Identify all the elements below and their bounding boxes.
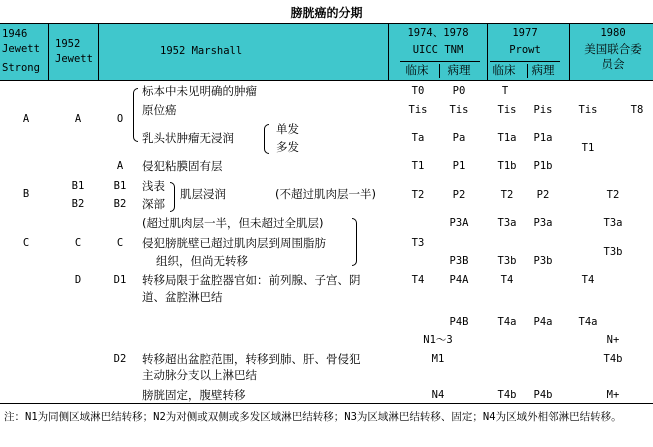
row-desc: 原位癌 (142, 103, 177, 117)
stage-label: B1 (113, 180, 127, 192)
cell: T3b (497, 255, 517, 267)
cell: P3b (533, 255, 553, 267)
cell: M+ (606, 389, 620, 401)
cell: P1 (452, 160, 466, 172)
header-1977: 1977 (512, 27, 538, 39)
cell: Pis (533, 104, 553, 116)
header-1952-jewett: Jewett (55, 53, 93, 65)
cell: Tis (449, 104, 469, 116)
cell: T3a (497, 217, 517, 229)
cell: T4a (497, 316, 517, 328)
cell: N+ (606, 334, 620, 346)
cell: P4a (533, 316, 553, 328)
row-desc: 肌层浸润 (180, 187, 226, 201)
cell: P3a (533, 217, 553, 229)
row-desc: 膀胱固定，腹壁转移 (142, 388, 246, 402)
row-desc: 组织，但尚无转移 (156, 254, 248, 268)
col-divider (569, 23, 570, 80)
header-1952: 1952 (55, 38, 81, 50)
cell: T3a (603, 217, 623, 229)
stage-label: D (74, 274, 82, 286)
cell: T4b (603, 353, 623, 365)
col-divider (388, 23, 389, 80)
stage-label: D2 (113, 353, 127, 365)
sub-divider (527, 64, 528, 78)
cell: N1～3 (423, 334, 453, 346)
sub-divider (439, 64, 440, 78)
stage-label: B2 (113, 198, 127, 210)
cell: T4b (497, 389, 517, 401)
row-desc: 道、盆腔淋巴结 (142, 290, 223, 304)
col-divider (487, 23, 488, 80)
header-marshall: 1952 Marshall (160, 45, 243, 57)
header-pathology-1: 病理 (447, 63, 471, 77)
cell: P3A (449, 217, 469, 229)
row-desc: 转移超出盆腔范围，转移到肺、肝、骨侵犯 (142, 352, 361, 366)
cell: T (501, 85, 509, 97)
cell: Ta (411, 132, 425, 144)
cell: T2 (411, 189, 425, 201)
cell: T4a (578, 316, 598, 328)
header-uicc: UICC TNM (412, 44, 464, 56)
stage-label: A (22, 113, 30, 125)
row-desc: 转移局限于盆腔器官如：前列腺、子宫、阴 (142, 273, 361, 287)
cell: Tis (578, 104, 598, 116)
cell: Tis (408, 104, 428, 116)
stage-label: A (116, 160, 124, 172)
cell: P1a (533, 132, 553, 144)
cell: P2 (536, 189, 550, 201)
cell: T1 (411, 160, 425, 172)
cell: P4B (449, 316, 469, 328)
stage-label: C (74, 237, 82, 249)
bottom-rule (0, 403, 653, 404)
col-divider (48, 23, 49, 80)
brace-icon (133, 88, 138, 142)
row-desc: 主动脉分支以上淋巴结 (142, 368, 257, 382)
stage-label: C (116, 237, 124, 249)
header-clinical-2: 临床 (492, 63, 516, 77)
cell: P1b (533, 160, 553, 172)
header-ajc-2: 员会 (601, 57, 625, 71)
header-jewett: Jewett (2, 43, 40, 55)
row-desc: 深部 (142, 197, 165, 211)
cell: M1 (431, 353, 445, 365)
cell: P3B (449, 255, 469, 267)
header-prowt: Prowt (509, 44, 541, 56)
brace-icon (264, 124, 269, 154)
stage-label: D1 (113, 274, 127, 286)
row-subdesc: 多发 (276, 140, 299, 154)
brace-icon (170, 182, 175, 212)
brace-icon (352, 218, 357, 266)
cell: T4 (411, 274, 425, 286)
header-pathology-2: 病理 (531, 63, 555, 77)
footnote: 注：N1为同侧区域淋巴结转移；N2为对侧或双侧或多发区域淋巴结转移；N3为区域淋巴结转移、固定；N4为区域外相邻淋巴结转移。 (4, 411, 622, 423)
cell: T1b (497, 160, 517, 172)
stage-label: B1 (71, 180, 85, 192)
row-subdesc: 单发 (276, 122, 299, 136)
cell: T8 (630, 104, 644, 116)
sub-rule-prowt (490, 61, 560, 62)
cell: T4 (581, 274, 595, 286)
row-note: (不超过肌肉层一半) (275, 187, 376, 201)
header-rule (0, 80, 653, 81)
header-ajc-1: 美国联合委 (584, 42, 642, 56)
row-desc: 乳头状肿瘤无浸润 (142, 131, 234, 145)
cell: T1 (581, 142, 595, 154)
row-desc: 浅表 (142, 179, 165, 193)
header-1980: 1980 (600, 27, 626, 39)
header-1946: 1946 (2, 28, 28, 40)
row-desc: 标本中未见明确的肿瘤 (142, 84, 257, 98)
cell: P4A (449, 274, 469, 286)
cell: P2 (452, 189, 466, 201)
row-desc: 侵犯膀胱壁已超过肌肉层到周围脂肪 (142, 236, 326, 250)
stage-label: B (22, 188, 30, 200)
cell: T4 (500, 274, 514, 286)
cell: T1a (497, 132, 517, 144)
cell: T2 (500, 189, 514, 201)
cell: T3b (603, 246, 623, 258)
stage-label: O (116, 113, 124, 125)
stage-label: A (74, 113, 82, 125)
cell: N4 (431, 389, 445, 401)
cell: Tis (497, 104, 517, 116)
cell: T0 (411, 85, 425, 97)
page-title: 膀胱癌的分期 (290, 6, 363, 20)
cell: T3 (411, 237, 425, 249)
cell: Pa (452, 132, 466, 144)
col-divider (98, 23, 99, 80)
cell: P0 (452, 85, 466, 97)
header-strong: Strong (2, 62, 40, 74)
sub-rule-uicc (400, 61, 480, 62)
cell: P4b (533, 389, 553, 401)
row-desc: (超过肌肉层一半，但未超过全肌层) (142, 216, 324, 230)
stage-label: C (22, 237, 30, 249)
header-clinical-1: 临床 (405, 63, 429, 77)
stage-label: B2 (71, 198, 85, 210)
row-desc: 侵犯粘膜固有层 (142, 159, 223, 173)
header-1974: 1974、1978 (407, 27, 469, 39)
cell: T2 (606, 189, 620, 201)
